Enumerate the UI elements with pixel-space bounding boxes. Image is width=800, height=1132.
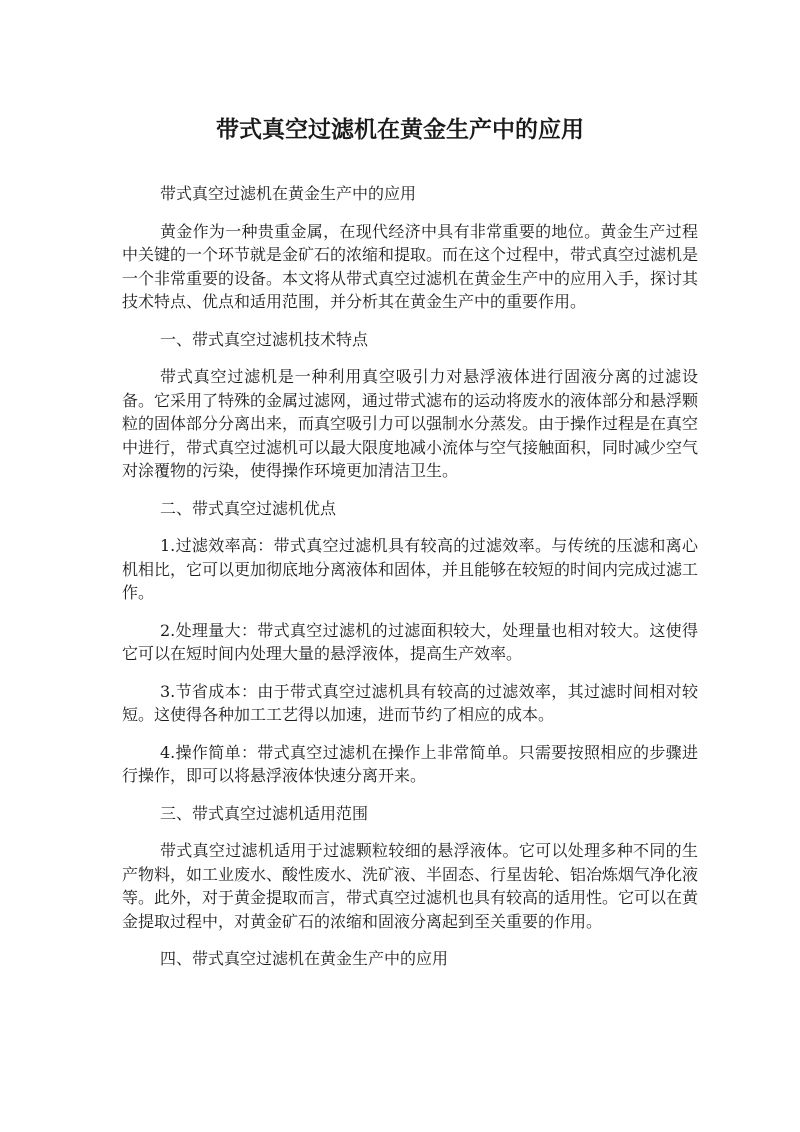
list-item-paragraph: 4.操作简单：带式真空过滤机在操作上非常简单。只需要按照相应的步骤进行操作，即可以将悬浮液体快速分离开来。 xyxy=(122,742,698,785)
list-item-paragraph: 3.节省成本：由于带式真空过滤机具有较高的过滤效率，其过滤时间相对较短。这使得各种加工工艺得以加速，进而节约了相应的成本。 xyxy=(122,681,698,724)
document-body xyxy=(122,182,698,985)
section-heading: 带式真空过滤机在黄金生产中的应用 xyxy=(160,184,417,203)
section-heading: 四、带式真空过滤机在黄金生产中的应用 xyxy=(160,949,449,968)
section-heading: 一、带式真空过滤机技术特点 xyxy=(160,329,369,349)
list-item-paragraph: 1.过滤效率高：带式真空过滤机具有较高的过滤效率。与传统的压滤和离心机相比，它可以更加彻底地分离液体和固体，并且能够在较短的时间内完成过滤工作。 xyxy=(122,536,699,602)
list-item-paragraph: 2.处理量大：带式真空过滤机的过滤面积较大，处理量也相对较大。这使得它可以在短时间内处理大量的悬浮液体，提高生产效率。 xyxy=(122,620,698,663)
section-heading: 三、带式真空过滤机适用范围 xyxy=(160,803,369,823)
section-heading: 二、带式真空过滤机优点 xyxy=(160,498,337,518)
document-title: 带式真空过滤机在黄金生产中的应用 xyxy=(216,116,584,143)
paragraph: 黄金作为一种贵重金属，在现代经济中具有非常重要的地位。黄金生产过程中关键的一个环节就是金矿石的浓缩和提取。而在这个过程中，带式真空过滤机是一个非常重要的设备。本文将从带式真空过滤机在黄金生产中的应用入手，探讨其技术特点、优点和适用范围，并分析其在黄金生产中的重要作用。 xyxy=(122,221,699,311)
paragraph: 带式真空过滤机是一种利用真空吸引力对悬浮液体进行固液分离的过滤设备。它采用了特殊的金属过滤网，通过带式滤布的运动将废水的液体部分和悬浮颗粒的固体部分分离出来，而真空吸引力可以强制水分蒸发。由于操作过程是在真空中进行，带式真空过滤机可以最大限度地减小流体与空气接触面积，同时减少空气对涂覆物的污染，使得操作环境更加清洁卫生。 xyxy=(122,367,699,480)
paragraph: 带式真空过滤机适用于过滤颗粒较细的悬浮液体。它可以处理多种不同的生产物料，如工业废水、酸性废水、洗矿液、半固态、行星齿轮、铝冶炼烟气净化液等。此外，对于黄金提取而言，带式真空过滤机也具有较高的适用性。它可以在黄金提取过程中，对黄金矿石的浓缩和固液分离起到至关重要的作用。 xyxy=(122,841,699,931)
